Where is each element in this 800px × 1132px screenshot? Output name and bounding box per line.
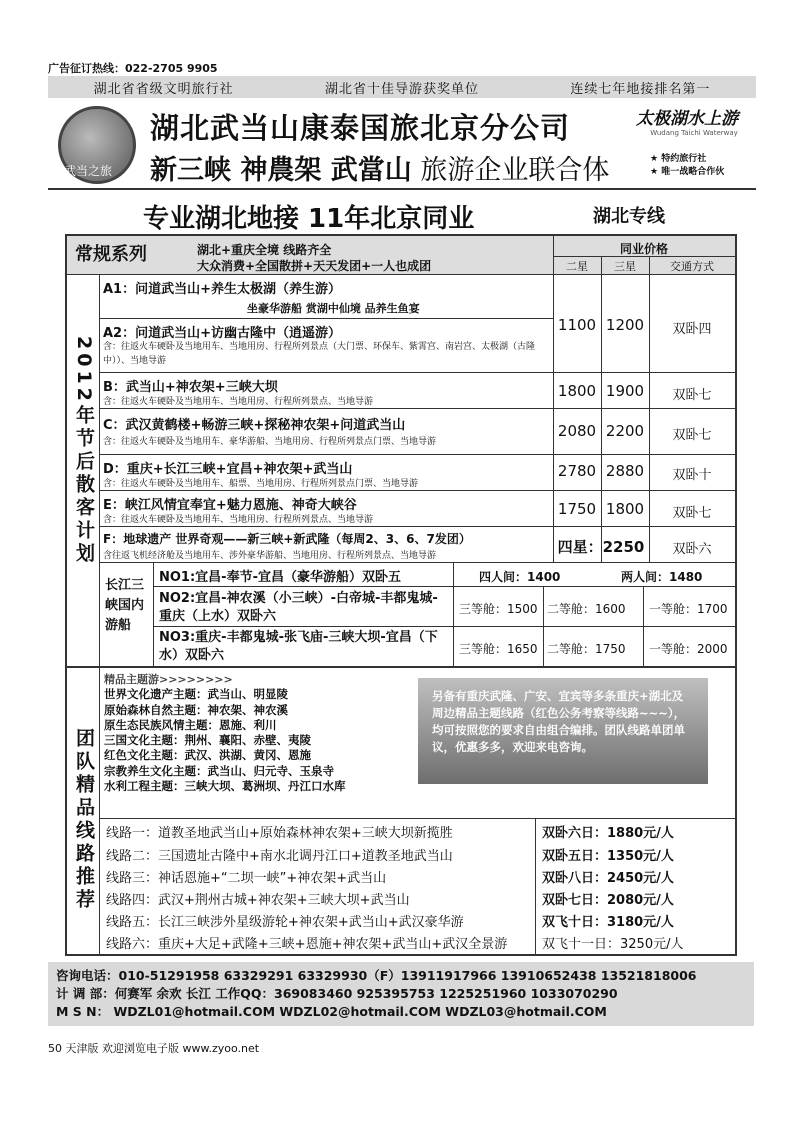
honor-3: 连续七年地接排名第一 bbox=[570, 81, 711, 97]
tour-a2-inc: 含：往返火车硬卧及当地用车、当地用房、行程所列景点（大门票、环保车、紫霄宫、南岩宫、太极湖（古隆中））、当地导游 bbox=[103, 342, 536, 366]
route-5[interactable]: 线路五：长江三峡涉外星级游轮+神农架+武当山+武汉豪华游 bbox=[106, 915, 464, 930]
transport-d: 双卧十 bbox=[672, 468, 712, 483]
contact-staff-qq[interactable]: 计 调 部：何赛军 余欢 长江 工作QQ：369083460 925395753 1225251960 1033070290 bbox=[56, 986, 618, 1001]
cruise-no2-c1: 三等舱：1500 bbox=[459, 602, 538, 616]
series-sub1: 湖北+重庆全境 线路齐全 bbox=[197, 243, 332, 257]
tour-f-inc: 含往返飞机经济舱及当地用车、涉外豪华游船、当地用房、行程所列景点、当地导游 bbox=[103, 551, 437, 561]
cruise-no2-c2: 二等舱：1600 bbox=[547, 602, 626, 616]
honor-banner bbox=[48, 76, 756, 98]
contact-msn[interactable]: M S N： WDZL01@hotmail.COM WDZL02@hotmail.COM WDZL03@hotmail.COM bbox=[56, 1004, 607, 1019]
logo-caption: 武当之旅 bbox=[64, 164, 113, 178]
transport-b: 双卧七 bbox=[672, 388, 712, 403]
company-name: 湖北武当山康泰国旅北京分公司 bbox=[150, 111, 571, 145]
price-a-3star: 1200 bbox=[605, 316, 645, 334]
price-header: 同业价格 bbox=[619, 242, 668, 256]
union-thin: 旅游企业联合体 bbox=[411, 155, 610, 186]
route-3[interactable]: 线路三：神话恩施+“二坝一峡”+神农架+武当山 bbox=[106, 871, 387, 886]
tour-b-inc: 含：往返火车硬卧及当地用车、当地用房、行程所列景点、当地导游 bbox=[103, 397, 374, 407]
price-f-4star: 四星：2250 bbox=[557, 538, 645, 556]
col-3star: 三星 bbox=[614, 260, 636, 273]
company-header bbox=[48, 98, 756, 190]
contact-phones[interactable]: 咨询电话：010-51291958 63329291 63329930（F）13911917966 13910652438 13521818006 bbox=[56, 968, 697, 983]
transport-e: 双卧七 bbox=[672, 506, 712, 521]
theme-list bbox=[104, 672, 346, 794]
slogan-bar bbox=[48, 194, 756, 232]
honor-1: 湖北省省级文明旅行社 bbox=[93, 81, 234, 97]
tour-f-name[interactable]: F：地球遗产 世界奇观——新三峡+新武隆（每周2、3、6、7发团） bbox=[103, 532, 471, 546]
transport-c: 双卧七 bbox=[672, 428, 712, 443]
theme-item: 世界文化遗产主题：武当山、明显陵 bbox=[104, 687, 288, 702]
route-2-price: 双卧五日：1350元/人 bbox=[542, 849, 674, 864]
price-c-3star: 2200 bbox=[605, 422, 645, 440]
cruise-no3[interactable]: NO3:重庆-丰都鬼城-张飞庙-三峡大坝-宜昌（下水）双卧六 bbox=[159, 630, 438, 663]
route-6[interactable]: 线路六：重庆+大足+武隆+三峡+恩施+神农架+武当山+武汉全景游 bbox=[106, 937, 508, 952]
tour-e-name[interactable]: E：峡江风情宜奉宜+魅力恩施、神奇大峡谷 bbox=[103, 498, 357, 513]
theme-header: 精品主题游>>>>>>>> bbox=[104, 673, 233, 686]
series-sub2: 大众消费+全国散拼+天天发团+一人也成团 bbox=[197, 259, 432, 273]
cruise-no1-c1: 四人间：1400 bbox=[479, 570, 561, 584]
taichi-lake-logo bbox=[636, 104, 752, 177]
schedule-side-label: 2012年节后散客计划 bbox=[73, 336, 95, 566]
page-footer: 50 天津版 欢迎浏览电子版 www.zyoo.net bbox=[48, 1042, 260, 1055]
taichi-logo-title: 太极湖水上游 bbox=[636, 109, 738, 129]
price-e-3star: 1800 bbox=[605, 500, 645, 518]
cruise-no3-c3: 一等舱：2000 bbox=[649, 642, 728, 656]
union-bold: 新三峡 神農架 武當山 bbox=[150, 155, 412, 186]
cruise-label: 长江三峡国内游船 bbox=[105, 578, 145, 633]
ad-hotline: 广告征订热线：022-2705 9905 bbox=[48, 62, 218, 75]
theme-item: 原生态民族风情主题：恩施、利川 bbox=[104, 717, 277, 732]
tour-d-name[interactable]: D：重庆+长江三峡+宜昌+神农架+武当山 bbox=[103, 462, 353, 477]
theme-item: 三国文化主题：荆州、襄阳、赤壁、夷陵 bbox=[104, 733, 311, 748]
tour-a1-inc: 坐豪华游船 赏湖中仙境 品养生鱼宴 bbox=[247, 302, 420, 315]
cruise-no1[interactable]: NO1:宜昌-奉节-宜昌（豪华游船）双卧五 bbox=[159, 570, 401, 585]
price-b-2star: 1800 bbox=[557, 382, 597, 400]
tour-c-inc: 含：往返火车硬卧及当地用车、豪华游船、当地用房、行程所列景点门票、当地导游 bbox=[103, 437, 437, 447]
contact-bar bbox=[48, 962, 754, 1026]
cruise-no3-c2: 二等舱：1750 bbox=[547, 642, 626, 656]
col-2star: 二星 bbox=[566, 260, 588, 273]
col-transport: 交通方式 bbox=[670, 260, 714, 273]
tour-c-name[interactable]: C：武汉黄鹤楼+畅游三峡+探秘神农架+问道武当山 bbox=[103, 418, 406, 433]
regular-series-table bbox=[65, 234, 737, 668]
custom-route-notice: 另备有重庆武隆、广安、宜宾等多条重庆+湖北及周边精品主题线路（红色公务考察等线路~~~），均可按照您的要求自由组合编排。团队线路单团单议，优惠多多，欢迎来电咨询。 bbox=[418, 678, 708, 784]
price-e-2star: 1750 bbox=[557, 500, 597, 518]
team-side-label: 团队精品线路推荐 bbox=[73, 728, 95, 912]
route-1[interactable]: 线路一：道教圣地武当山+原始森林神农架+三峡大坝新揽胜 bbox=[106, 826, 453, 841]
route-2[interactable]: 线路二：三国遗址古隆中+南水北调丹江口+道教圣地武当山 bbox=[106, 849, 453, 864]
tour-a2-name[interactable]: A2：问道武当山+访幽古隆中（逍遥游） bbox=[103, 326, 341, 341]
price-a-2star: 1100 bbox=[557, 316, 597, 334]
price-d-3star: 2880 bbox=[605, 462, 645, 480]
cruise-no2-c3: 一等舱：1700 bbox=[649, 602, 728, 616]
transport-a: 双卧四 bbox=[672, 322, 712, 337]
cruise-no1-c2: 两人间：1480 bbox=[621, 570, 703, 584]
price-c-2star: 2080 bbox=[557, 422, 597, 440]
transport-f: 双卧六 bbox=[672, 542, 712, 557]
route-3-price: 双卧八日：2450元/人 bbox=[542, 871, 674, 886]
theme-item: 原始森林自然主题：神农架、神农溪 bbox=[104, 702, 288, 717]
badge-special: ★ 特约旅行社 bbox=[650, 154, 707, 164]
price-b-3star: 1900 bbox=[605, 382, 645, 400]
tour-d-inc: 含：往返火车硬卧及当地用车、船票、当地用房、行程所列景点门票、当地导游 bbox=[103, 479, 419, 489]
route-6-price: 双飞十一日：3250元/人 bbox=[542, 937, 684, 952]
slogan-main: 专业湖北地接 11年北京同业 bbox=[143, 204, 475, 234]
theme-item: 红色文化主题：武汉、洪湖、黄冈、恩施 bbox=[104, 748, 311, 763]
tour-b-name[interactable]: B：武当山+神农架+三峡大坝 bbox=[103, 380, 278, 395]
union-title bbox=[150, 148, 609, 187]
price-d-2star: 2780 bbox=[557, 462, 597, 480]
route-4-price: 双卧七日：2080元/人 bbox=[542, 893, 674, 908]
route-5-price: 双飞十日：3180元/人 bbox=[542, 915, 674, 930]
tour-a1-name[interactable]: A1：问道武当山+养生太极湖（养生游） bbox=[103, 282, 341, 297]
slogan-side: 湖北专线 bbox=[593, 206, 665, 227]
badge-partner: ★ 唯一战略合作伙 bbox=[650, 167, 725, 177]
route-4[interactable]: 线路四：武汉+荆州古城+神农架+三峡大坝+武当山 bbox=[106, 893, 410, 908]
cruise-no3-c1: 三等舱：1650 bbox=[459, 642, 538, 656]
honor-2: 湖北省十佳导游获奖单位 bbox=[324, 81, 479, 97]
series-title: 常规系列 bbox=[75, 244, 147, 265]
cruise-no2[interactable]: NO2:宜昌-神农溪（小三峡）-白帝城-丰都鬼城-重庆（上水）双卧六 bbox=[159, 591, 438, 624]
theme-item: 宗教养生文化主题：武当山、归元寺、玉泉寺 bbox=[104, 763, 334, 778]
tour-e-inc: 含：往返火车硬卧及当地用车、当地用房、行程所列景点、当地导游 bbox=[103, 515, 374, 525]
taichi-logo-sub: Wudang Taichi Waterway bbox=[650, 129, 738, 137]
route-1-price: 双卧六日：1880元/人 bbox=[542, 826, 674, 841]
theme-item: 水利工程主题：三峡大坝、葛洲坝、丹江口水库 bbox=[104, 779, 346, 794]
